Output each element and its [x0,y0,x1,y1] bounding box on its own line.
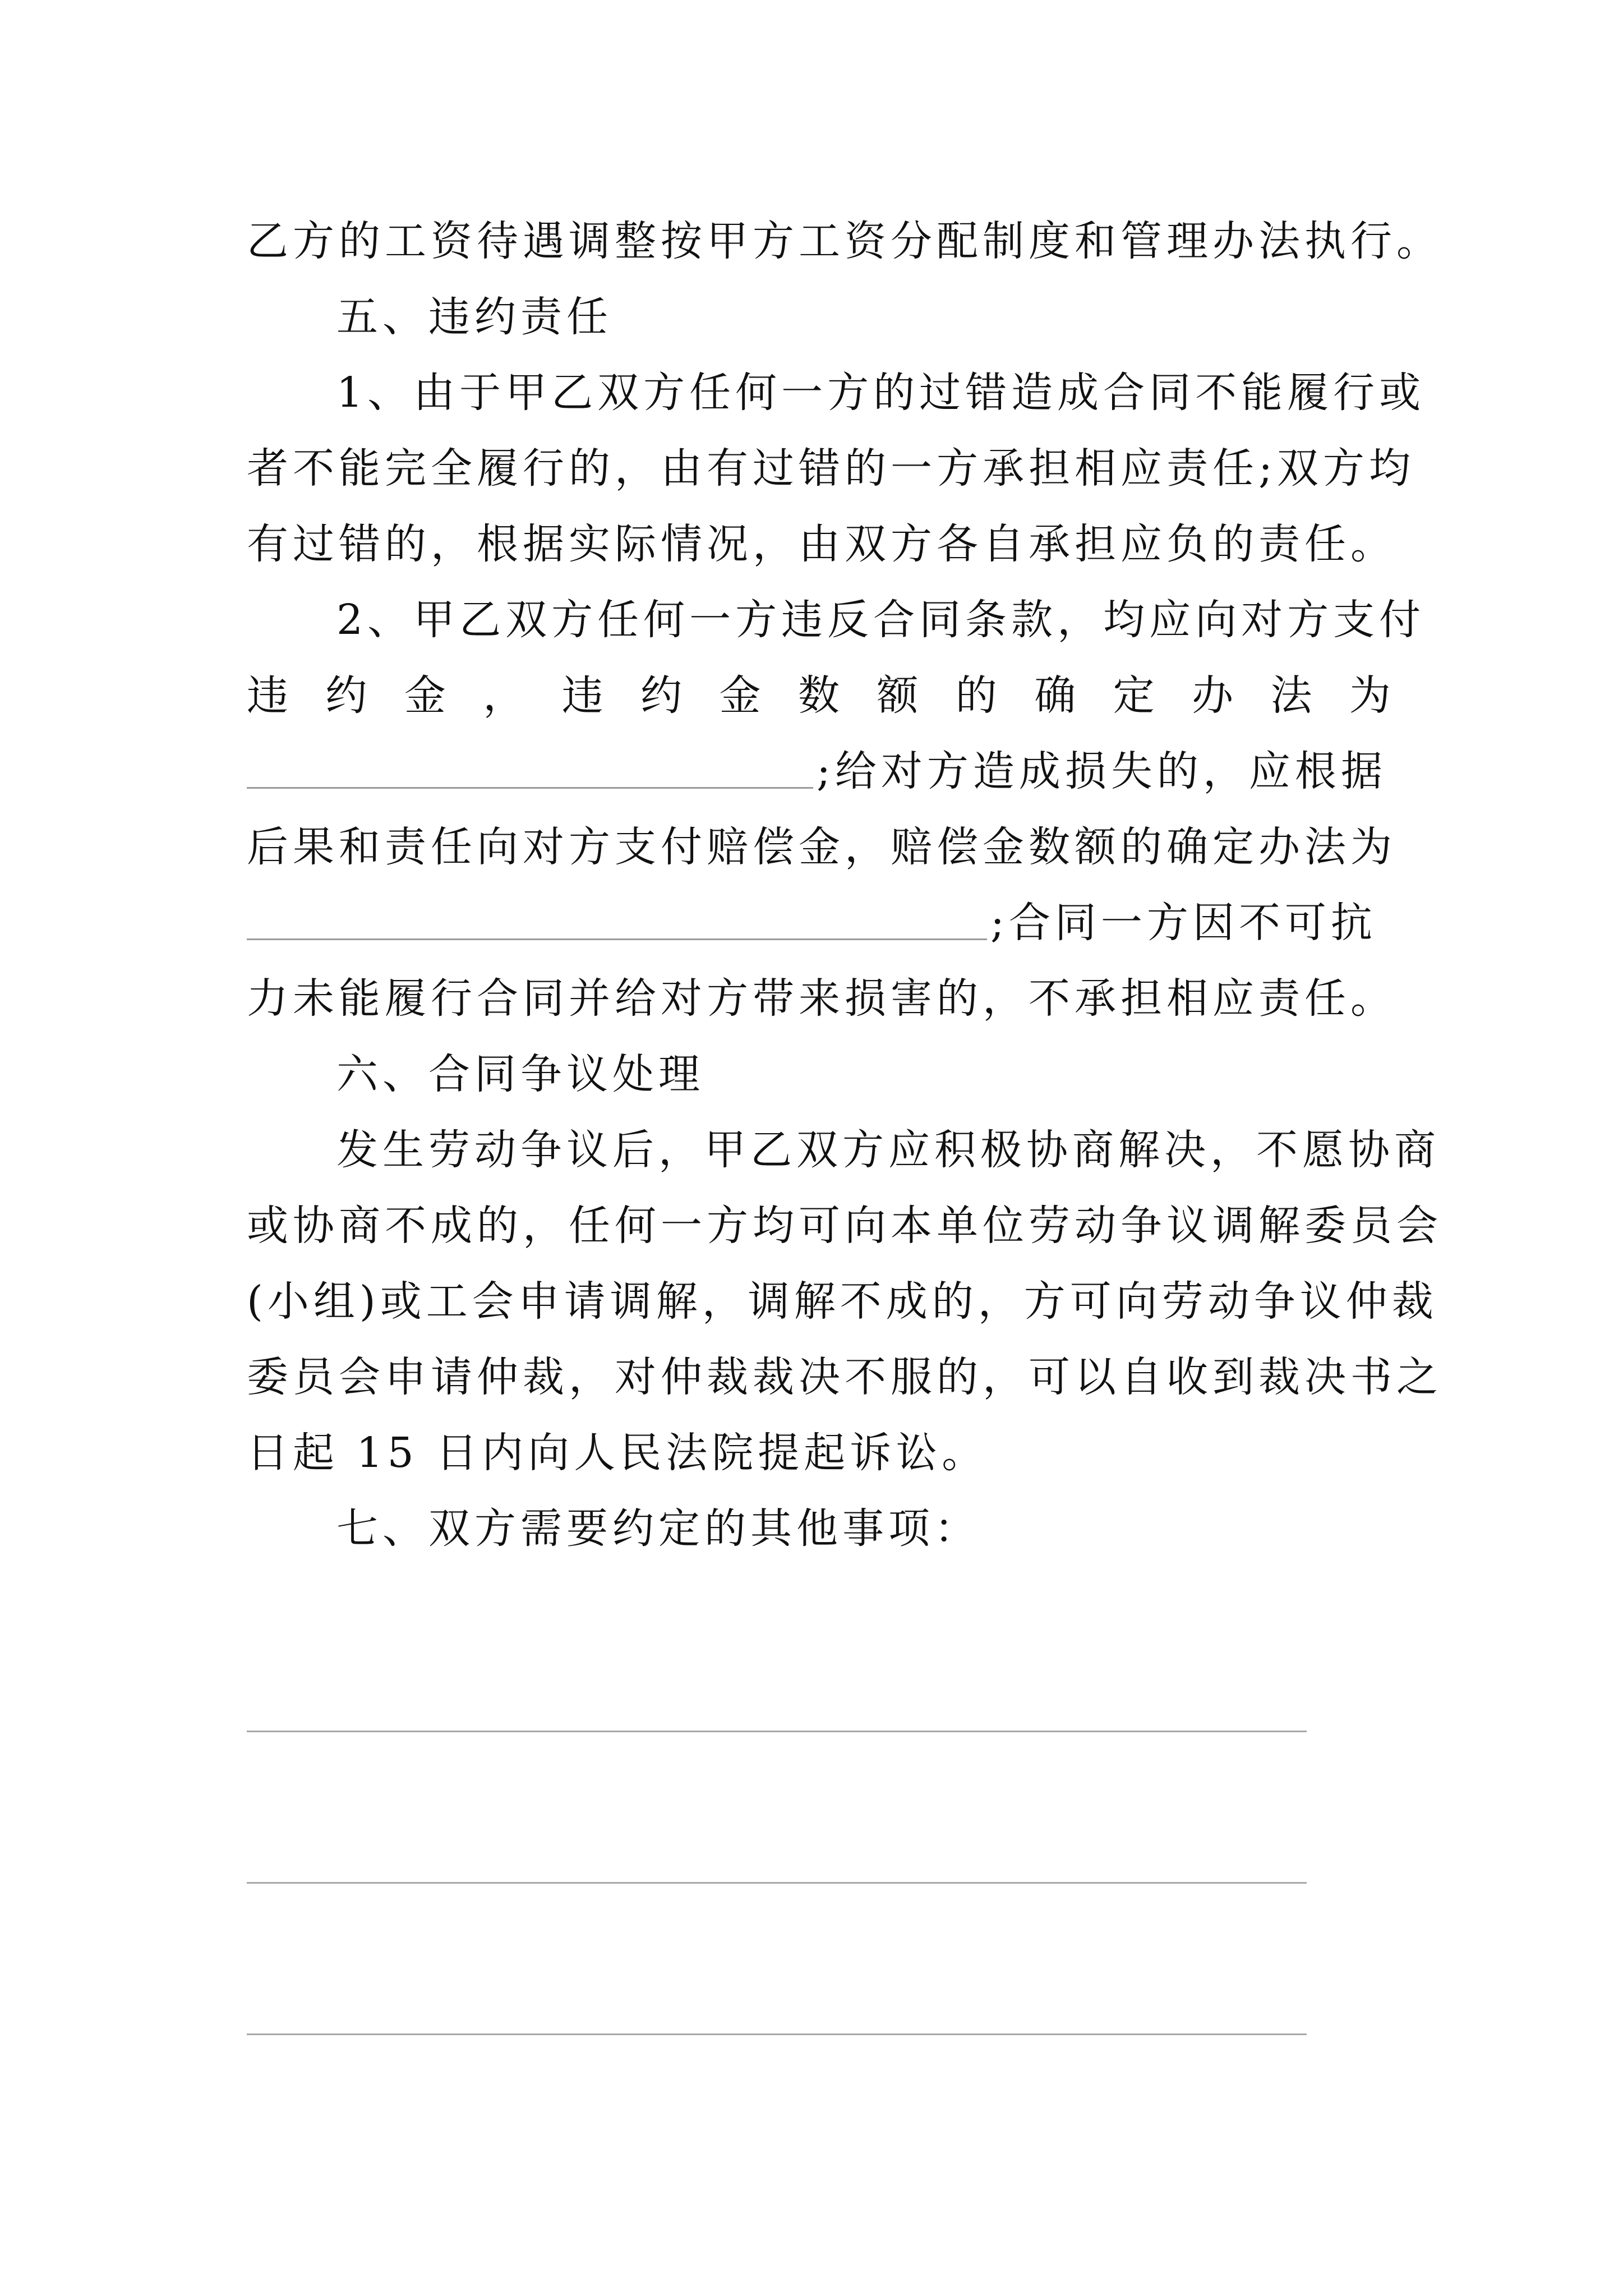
fill-in-blank[interactable] [247,889,987,940]
justified-char: 违 [247,671,288,720]
fill-in-line[interactable] [247,1882,1307,1884]
justified-char: 金 [719,671,761,720]
justified-char: 的 [955,671,997,720]
text-line: 发生劳动争议后，甲乙双方应积极协商解决，不愿协商 [336,1126,1440,1174]
text-line: 或协商不成的，任何一方均可向本单位劳动争议调解委员会 [247,1202,1442,1250]
text-line-with-blank [247,738,1391,805]
text-line-with-blank [247,889,1391,956]
text-line: 委员会申请仲裁，对仲裁裁决不服的，可以自收到裁决书之 [247,1353,1442,1401]
justified-char: 法 [1270,671,1312,720]
justified-char: 金 [404,671,446,720]
justified-char: 办 [1192,671,1234,720]
text-line: 有过错的，根据实际情况，由双方各自承担应负的责任。 [247,520,1396,568]
section-heading: 五、违约责任 [336,293,612,341]
text-line: (小组)或工会申请调解，调解不成的，方可向劳动争议仲裁 [247,1277,1438,1326]
text-line: 1、由于甲乙双方任何一方的过错造成合同不能履行或 [336,369,1426,417]
justified-char: 确 [1034,671,1076,720]
text-line: 后果和责任向对方支付赔偿金，赔偿金数额的确定办法为 [247,823,1396,871]
justified-char: 定 [1113,671,1155,720]
section-heading: 七、双方需要约定的其他事项： [336,1504,980,1553]
text-line-justified [247,662,1391,729]
text-line: ;给对方造成损失的，应根据 [817,747,1387,795]
justified-char: 约 [325,671,367,720]
justified-char: 额 [877,671,919,720]
text-line: 力未能履行合同并给对方带来损害的，不承担相应责任。 [247,974,1396,1023]
text-line: 乙方的工资待遇调整按甲方工资分配制度和管理办法执行。 [247,217,1442,265]
section-heading: 六、合同争议处理 [336,1050,704,1098]
fill-in-blank[interactable] [247,738,813,789]
justified-char: 约 [640,671,683,720]
justified-char: ， [483,671,525,720]
justified-char: 为 [1349,671,1391,720]
justified-char: 违 [561,671,603,720]
justified-char: 数 [797,671,840,720]
text-line: ;合同一方因不可抗 [990,899,1377,947]
fill-in-line[interactable] [247,2033,1307,2035]
text-line: 2、甲乙双方任何一方违反合同条款，均应向对方支付 [336,596,1426,644]
fill-in-line[interactable] [247,1731,1307,1732]
text-line: 者不能完全履行的，由有过错的一方承担相应责任;双方均 [247,444,1415,493]
text-line: 日起 15 日内向人民法院提起诉讼。 [247,1429,988,1477]
